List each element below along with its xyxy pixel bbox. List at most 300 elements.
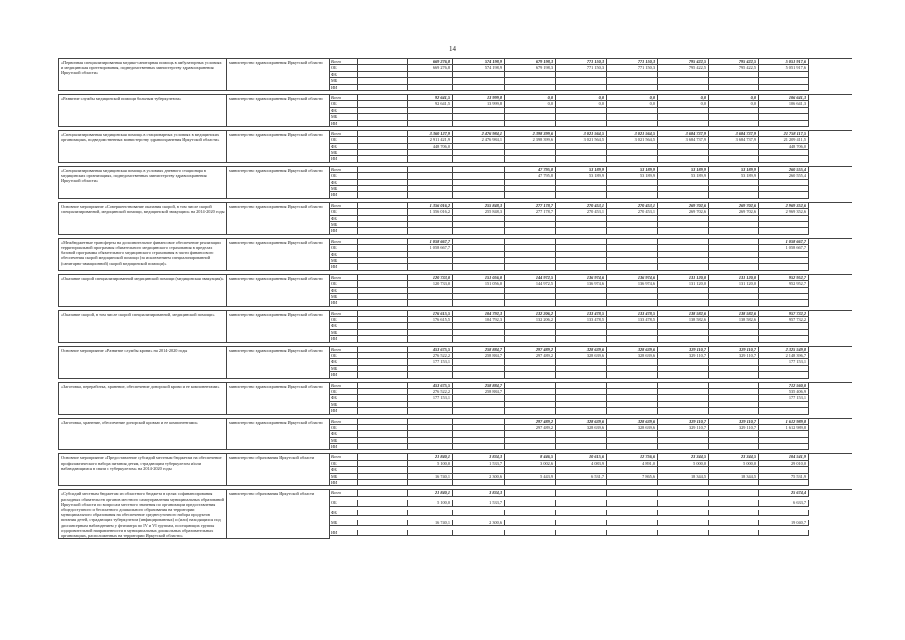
year-value-cell: 138 582,6 <box>658 317 709 323</box>
year-value-cell <box>408 408 453 414</box>
year-value-cell: 328 639,6 <box>607 425 658 431</box>
year-value-cell <box>505 156 556 162</box>
year-value-cell <box>408 444 453 450</box>
funding-source: ФБ <box>330 144 358 150</box>
year-value-cell: 138 582,6 <box>658 311 709 317</box>
year-value-cell: 13 999,8 <box>453 101 505 107</box>
year-value-cell <box>505 444 556 450</box>
year-value-cell: 328 639,6 <box>556 419 607 425</box>
spacer-cell <box>358 490 408 496</box>
year-value-cell: 12 756,6 <box>607 454 658 460</box>
funding-source: ФБ <box>330 395 358 401</box>
funding-source: ФБ <box>330 359 358 365</box>
total-value-cell <box>759 121 809 127</box>
total-value-cell: 1 612 989,8 <box>759 419 809 425</box>
year-value-cell: 329 110,7 <box>709 353 759 359</box>
responsible-org: министерство здравоохранения Иркутской области <box>227 167 330 199</box>
program-block <box>58 310 852 343</box>
year-value-cell: 270 453,1 <box>556 209 607 215</box>
funding-source: МБ <box>330 114 358 120</box>
funding-source: ФБ <box>330 216 358 222</box>
year-value-cell <box>709 300 759 306</box>
year-value-cell <box>658 228 709 234</box>
year-value-cell <box>453 121 505 127</box>
year-value-cell: 258 884,7 <box>453 383 505 389</box>
year-value-cell: 1 356 016,2 <box>408 209 453 215</box>
total-value-cell <box>759 510 809 516</box>
year-value-cell: 16 740,1 <box>408 520 453 526</box>
spacer-cell <box>358 372 408 378</box>
year-value-cell <box>408 372 453 378</box>
funding-source: ОБ <box>330 101 358 107</box>
funding-source: ФБ <box>330 467 358 473</box>
responsible-org: министерство здравоохранения Иркутской области <box>227 59 330 91</box>
funding-source: Всего <box>330 59 358 65</box>
spacer-cell <box>358 520 408 526</box>
year-value-cell <box>505 300 556 306</box>
funding-source: ИИ <box>330 121 358 127</box>
year-value-cell: 669 276,8 <box>408 65 453 71</box>
program-title: «Специализированная медицинская помощь в условиях дневного стационара в медицинских организациях, подведомственных министерству здравоохранения Иркутской области» <box>59 167 227 199</box>
total-value-cell: 2 969 352,6 <box>759 209 809 215</box>
year-value-cell: 795 422,5 <box>709 65 759 71</box>
year-value-cell <box>658 480 709 486</box>
year-value-cell: 2 476 984,1 <box>453 131 505 137</box>
funding-source: ФБ <box>330 252 358 258</box>
year-value-cell <box>709 510 759 516</box>
total-value-cell: 106 641,3 <box>759 101 809 107</box>
program-title: Основное мероприятие «Развитие службы крови» на 2014-2020 годы <box>59 347 227 379</box>
year-value-cell <box>556 264 607 270</box>
total-value-cell: 2 969 352,6 <box>759 203 809 209</box>
total-value-cell: 106 641,3 <box>759 95 809 101</box>
funding-source: Всего <box>330 95 358 101</box>
funding-source: Всего <box>330 383 358 389</box>
year-value-cell <box>408 480 453 486</box>
year-value-cell: 4 891,0 <box>607 461 658 467</box>
year-value-cell: 795 422,5 <box>709 59 759 65</box>
year-value-cell <box>453 228 505 234</box>
year-value-cell <box>607 156 658 162</box>
year-value-cell <box>607 85 658 91</box>
total-value-cell: 21 758 117,5 <box>759 131 809 137</box>
funding-source: ОБ <box>330 353 358 359</box>
year-value-cell: 795 422,5 <box>658 59 709 65</box>
year-value-cell: 269 702,6 <box>709 209 759 215</box>
total-value-cell <box>759 85 809 91</box>
total-value-cell <box>759 192 809 198</box>
year-value-cell <box>408 228 453 234</box>
year-value-cell <box>709 372 759 378</box>
year-value-cell <box>709 444 759 450</box>
funding-source: МБ <box>330 78 358 84</box>
responsible-org: министерство здравоохранения Иркутской области <box>227 419 330 451</box>
year-value-cell <box>658 372 709 378</box>
program-block <box>58 94 852 127</box>
funding-source: Всего <box>330 454 358 460</box>
year-value-cell <box>505 510 556 516</box>
total-value-cell: 957 732,2 <box>759 311 809 317</box>
year-value-cell: 2 300,6 <box>453 474 505 480</box>
year-value-cell: 771 150,3 <box>607 59 658 65</box>
program-block <box>58 382 852 415</box>
total-value-cell: 2 325 549,8 <box>759 347 809 353</box>
funding-source: Всего <box>330 347 358 353</box>
year-value-cell: 133 478,5 <box>607 317 658 323</box>
year-value-cell: 133 478,5 <box>556 317 607 323</box>
budget-table <box>58 58 852 542</box>
total-value-cell: 5 051 917,6 <box>759 65 809 71</box>
total-value-cell <box>759 228 809 234</box>
year-value-cell <box>408 85 453 91</box>
total-value-cell <box>759 264 809 270</box>
funding-source: ФБ <box>330 288 358 294</box>
year-value-cell: 5 443,9 <box>505 474 556 480</box>
year-value-cell: 258 884,7 <box>453 389 505 395</box>
year-value-cell: 3 021 564,5 <box>607 131 658 137</box>
year-value-cell: 23 344,5 <box>658 454 709 460</box>
year-value-cell: 329 110,7 <box>709 425 759 431</box>
funding-source: Всего <box>330 275 358 281</box>
program-title: «Заготовка, переработка, хранение, обеспечение донорской крови и ее компонентами» <box>59 383 227 415</box>
program-block <box>58 130 852 163</box>
program-block <box>58 418 852 451</box>
responsible-org: министерство здравоохранения Иркутской области <box>227 203 330 235</box>
funding-source: ОБ <box>330 209 358 215</box>
year-value-cell: 1 533,7 <box>453 461 505 467</box>
total-value-cell: 260 555,4 <box>759 173 809 179</box>
year-value-cell: 53 189,9 <box>556 167 607 173</box>
year-value-cell: 5 100,0 <box>408 461 453 467</box>
year-value-cell: 795 422,5 <box>658 65 709 71</box>
year-value-cell <box>453 192 505 198</box>
funding-source: ИИ <box>330 408 358 414</box>
year-value-cell <box>556 408 607 414</box>
year-value-cell: 3 684 737,9 <box>658 137 709 143</box>
year-value-cell: 255 848,3 <box>453 203 505 209</box>
total-value-cell: 177 153,1 <box>759 359 809 365</box>
year-value-cell <box>556 121 607 127</box>
year-value-cell <box>408 530 453 536</box>
year-value-cell: 3 360 127,9 <box>408 131 453 137</box>
year-value-cell: 255 848,3 <box>453 209 505 215</box>
year-value-cell: 120 733,0 <box>408 281 453 287</box>
total-value-cell <box>759 336 809 342</box>
program-title: «Межбюджетные трансферты на дополнительное финансовое обеспечение реализации территориальной программы обязательного медицинского страхования в пределах базовой программы обязательного медицинского страхования в части финансового обеспечения скорой медицинской помощи (за исключением специализированной (санитарно-авиационной) скорой медицинской помощи)» <box>59 239 227 271</box>
funding-source: Всего <box>330 311 358 317</box>
year-value-cell: 3 002,6 <box>505 461 556 467</box>
year-value-cell: 47 795,8 <box>505 167 556 173</box>
year-value-cell: 2 398 399,6 <box>505 137 556 143</box>
total-value-cell: 2 148 396,7 <box>759 353 809 359</box>
year-value-cell <box>658 444 709 450</box>
year-value-cell: 3 021 564,5 <box>556 131 607 137</box>
year-value-cell: 3 684 737,9 <box>658 131 709 137</box>
year-value-cell: 679 198,3 <box>505 59 556 65</box>
responsible-org: министерство здравоохранения Иркутской области <box>227 275 330 307</box>
funding-source: ОБ <box>330 389 358 395</box>
program-title: Основное мероприятие «Совершенствование оказания скорой, в том числе скорой специализированной, медицинской помощи, медицинской эвакуации» на 2014-2020 годы <box>59 203 227 235</box>
year-value-cell <box>709 192 759 198</box>
program-title: «Оказание скорой специализированной медицинской помощи (медицинская эвакуация)» <box>59 275 227 307</box>
year-value-cell: 131 120,0 <box>658 275 709 281</box>
year-value-cell <box>408 264 453 270</box>
year-value-cell: 329 110,7 <box>709 419 759 425</box>
year-value-cell: 104 792,3 <box>453 317 505 323</box>
year-value-cell: 1 533,7 <box>453 500 505 506</box>
year-value-cell: 297 489,2 <box>505 347 556 353</box>
year-value-cell <box>453 85 505 91</box>
year-value-cell: 53 189,9 <box>709 167 759 173</box>
year-value-cell <box>505 192 556 198</box>
year-value-cell <box>709 156 759 162</box>
funding-source: ОБ <box>330 173 358 179</box>
year-value-cell: 144 972,5 <box>505 275 556 281</box>
year-value-cell <box>453 408 505 414</box>
spacer-cell <box>358 264 408 270</box>
total-value-cell: 177 153,1 <box>759 395 809 401</box>
total-value-cell: 952 952,7 <box>759 275 809 281</box>
funding-source: ФБ <box>330 72 358 78</box>
year-value-cell <box>453 264 505 270</box>
year-value-cell: 3 834,3 <box>453 490 505 496</box>
program-block <box>58 238 852 271</box>
year-value-cell: 131 120,0 <box>709 275 759 281</box>
funding-source: МБ <box>330 520 358 526</box>
year-value-cell: 92 641,5 <box>408 101 453 107</box>
year-value-cell <box>453 530 505 536</box>
year-value-cell: 8 446,5 <box>505 454 556 460</box>
program-block <box>58 453 852 486</box>
year-value-cell: 270 453,1 <box>607 203 658 209</box>
spacer-cell <box>358 530 408 536</box>
year-value-cell: 328 639,6 <box>607 353 658 359</box>
program-block <box>58 489 852 539</box>
year-value-cell <box>607 228 658 234</box>
year-value-cell <box>658 121 709 127</box>
total-value-cell <box>759 530 809 536</box>
year-value-cell <box>658 300 709 306</box>
year-value-cell <box>607 490 658 496</box>
year-value-cell <box>556 500 607 506</box>
year-value-cell <box>607 372 658 378</box>
funding-source: ИИ <box>330 85 358 91</box>
year-value-cell: 276 522,2 <box>408 389 453 395</box>
funding-source: ИИ <box>330 264 358 270</box>
year-value-cell <box>505 228 556 234</box>
year-value-cell <box>709 121 759 127</box>
year-value-cell: 18 344,5 <box>658 474 709 480</box>
year-value-cell: 104 792,3 <box>453 311 505 317</box>
year-value-cell: 53 189,9 <box>607 167 658 173</box>
year-value-cell <box>709 85 759 91</box>
year-value-cell: 771 150,3 <box>556 65 607 71</box>
year-value-cell: 329 110,7 <box>658 347 709 353</box>
year-value-cell: 10 615,6 <box>556 454 607 460</box>
spacer-cell <box>358 480 408 486</box>
year-value-cell: 669 276,8 <box>408 59 453 65</box>
funding-source: Всего <box>330 131 358 137</box>
year-value-cell: 0,0 <box>607 95 658 101</box>
year-value-cell: 448 706,0 <box>408 144 453 150</box>
funding-source: ИИ <box>330 444 358 450</box>
total-value-cell: 25 674,4 <box>759 490 809 496</box>
year-value-cell <box>607 444 658 450</box>
total-value-cell: 29 010,0 <box>759 461 809 467</box>
year-value-cell <box>556 228 607 234</box>
year-value-cell <box>556 336 607 342</box>
responsible-org: министерство здравоохранения Иркутской области <box>227 347 330 379</box>
year-value-cell <box>453 300 505 306</box>
year-value-cell: 13 999,8 <box>453 95 505 101</box>
year-value-cell <box>607 192 658 198</box>
spacer-cell <box>358 85 408 91</box>
year-value-cell <box>505 408 556 414</box>
year-value-cell: 23 344,5 <box>709 454 759 460</box>
total-value-cell: 535 406,9 <box>759 389 809 395</box>
funding-source: МБ <box>330 150 358 156</box>
year-value-cell: 53 189,9 <box>709 173 759 179</box>
year-value-cell <box>556 192 607 198</box>
year-value-cell: 3 684 737,9 <box>709 131 759 137</box>
total-value-cell <box>759 480 809 486</box>
year-value-cell: 329 110,7 <box>658 425 709 431</box>
responsible-org: министерство здравоохранения Иркутской области <box>227 311 330 343</box>
year-value-cell <box>709 480 759 486</box>
funding-source: ФБ <box>330 323 358 329</box>
funding-source: ОБ <box>330 500 358 506</box>
year-value-cell <box>453 336 505 342</box>
year-value-cell <box>607 480 658 486</box>
year-value-cell: 328 639,6 <box>607 347 658 353</box>
year-value-cell <box>556 372 607 378</box>
year-value-cell: 2 300,6 <box>453 520 505 526</box>
funding-source: ФБ <box>330 180 358 186</box>
year-value-cell: 0,0 <box>709 101 759 107</box>
year-value-cell: 5 100,0 <box>408 500 453 506</box>
spacer-cell <box>358 510 408 516</box>
year-value-cell: 53 189,9 <box>556 173 607 179</box>
year-value-cell: 136 974,6 <box>556 275 607 281</box>
total-value-cell <box>759 156 809 162</box>
funding-source: МБ <box>330 402 358 408</box>
year-value-cell <box>505 490 556 496</box>
funding-source: ОБ <box>330 425 358 431</box>
year-value-cell: 3 021 564,5 <box>607 137 658 143</box>
total-value-cell: 712 560,0 <box>759 383 809 389</box>
year-value-cell <box>505 530 556 536</box>
year-value-cell: 1 058 667,7 <box>408 239 453 245</box>
year-value-cell: 270 453,1 <box>556 203 607 209</box>
program-title: «Первичная специализированная медико-санитарная помощь в амбулаторных условиях и медицинская протезирования, подведомственных министерству здравоохранения Иркутской области» <box>59 59 227 91</box>
year-value-cell: 151 056,0 <box>453 275 505 281</box>
funding-source: Всего <box>330 419 358 425</box>
total-value-cell: 19 040,7 <box>759 520 809 526</box>
year-value-cell <box>505 500 556 506</box>
spacer-cell <box>358 336 408 342</box>
year-value-cell: 328 639,6 <box>556 425 607 431</box>
year-value-cell <box>607 408 658 414</box>
funding-source: Всего <box>330 203 358 209</box>
year-value-cell: 21 840,1 <box>408 454 453 460</box>
year-value-cell: 0,0 <box>556 101 607 107</box>
program-block <box>58 58 852 91</box>
funding-source: МБ <box>330 222 358 228</box>
year-value-cell: 144 972,5 <box>505 281 556 287</box>
program-block <box>58 346 852 379</box>
year-value-cell: 6 531,7 <box>556 474 607 480</box>
year-value-cell: 453 675,5 <box>408 347 453 353</box>
year-value-cell: 133 478,5 <box>556 311 607 317</box>
responsible-org: министерство здравоохранения Иркутской области <box>227 383 330 415</box>
year-value-cell: 132 206,2 <box>505 311 556 317</box>
year-value-cell: 2 911 421,9 <box>408 137 453 143</box>
year-value-cell <box>505 121 556 127</box>
year-value-cell <box>709 228 759 234</box>
total-value-cell: 448 706,0 <box>759 144 809 150</box>
funding-source: ИИ <box>330 300 358 306</box>
year-value-cell: 771 150,3 <box>607 65 658 71</box>
year-value-cell <box>607 530 658 536</box>
year-value-cell: 0,0 <box>505 101 556 107</box>
year-value-cell <box>453 372 505 378</box>
year-value-cell: 131 120,0 <box>658 281 709 287</box>
year-value-cell: 21 840,1 <box>408 490 453 496</box>
program-title: Основное мероприятие «Предоставление субсидий местным бюджетам на обеспечение профилактического набора питания детям, страдающим туберкулезом и/или наблюдающимся в связи с туберкулезом» на 2014-2020 годы <box>59 454 227 486</box>
year-value-cell: 0,0 <box>709 95 759 101</box>
spacer-cell <box>358 300 408 306</box>
funding-source: ОБ <box>330 461 358 467</box>
year-value-cell: 3 684 737,9 <box>709 137 759 143</box>
year-value-cell: 269 702,6 <box>658 209 709 215</box>
year-value-cell <box>453 444 505 450</box>
year-value-cell <box>408 121 453 127</box>
year-value-cell <box>505 520 556 526</box>
year-value-cell: 329 110,7 <box>658 419 709 425</box>
funding-source: МБ <box>330 258 358 264</box>
year-value-cell: 269 702,6 <box>709 203 759 209</box>
year-value-cell: 1 356 016,2 <box>408 203 453 209</box>
funding-source: МБ <box>330 186 358 192</box>
year-value-cell: 328 639,6 <box>556 347 607 353</box>
year-value-cell <box>505 372 556 378</box>
year-value-cell <box>607 121 658 127</box>
year-value-cell: 176 615,5 <box>408 311 453 317</box>
year-value-cell <box>709 490 759 496</box>
year-value-cell <box>453 480 505 486</box>
program-title: «Субсидий местным бюджетам из областного бюджета в целях софинансирования расходных обязательств органов местного самоуправления муниципальных образований Иркутской области по вопросам местного значения по организации предоставления общедоступного и бесплатного дошкольного образования на территории муниципального образования на обеспечение среднесуточного набора продуктов питания детей, страдающих туберкулезом (инфицированных) и (или) находящихся под диспансерным наблюдением у фтизиатра по IV и VI группам, посещающих группы оздоровительной направленности в муниципальных дошкольных образовательных организациях, расположенных на территории Иркутской области» <box>59 490 227 539</box>
year-value-cell: 4 083,9 <box>556 461 607 467</box>
year-value-cell <box>607 500 658 506</box>
year-value-cell <box>453 510 505 516</box>
year-value-cell: 329 110,7 <box>709 347 759 353</box>
year-value-cell <box>556 490 607 496</box>
program-block <box>58 202 852 235</box>
year-value-cell <box>408 510 453 516</box>
year-value-cell <box>607 520 658 526</box>
year-value-cell <box>556 85 607 91</box>
year-value-cell: 2 476 984,1 <box>453 137 505 143</box>
year-value-cell <box>607 264 658 270</box>
total-value-cell <box>759 372 809 378</box>
total-value-cell <box>759 300 809 306</box>
funding-source: ОБ <box>330 65 358 71</box>
year-value-cell: 132 206,2 <box>505 317 556 323</box>
year-value-cell: 2 398 399,6 <box>505 131 556 137</box>
year-value-cell <box>556 530 607 536</box>
year-value-cell: 0,0 <box>658 95 709 101</box>
funding-source: МБ <box>330 366 358 372</box>
